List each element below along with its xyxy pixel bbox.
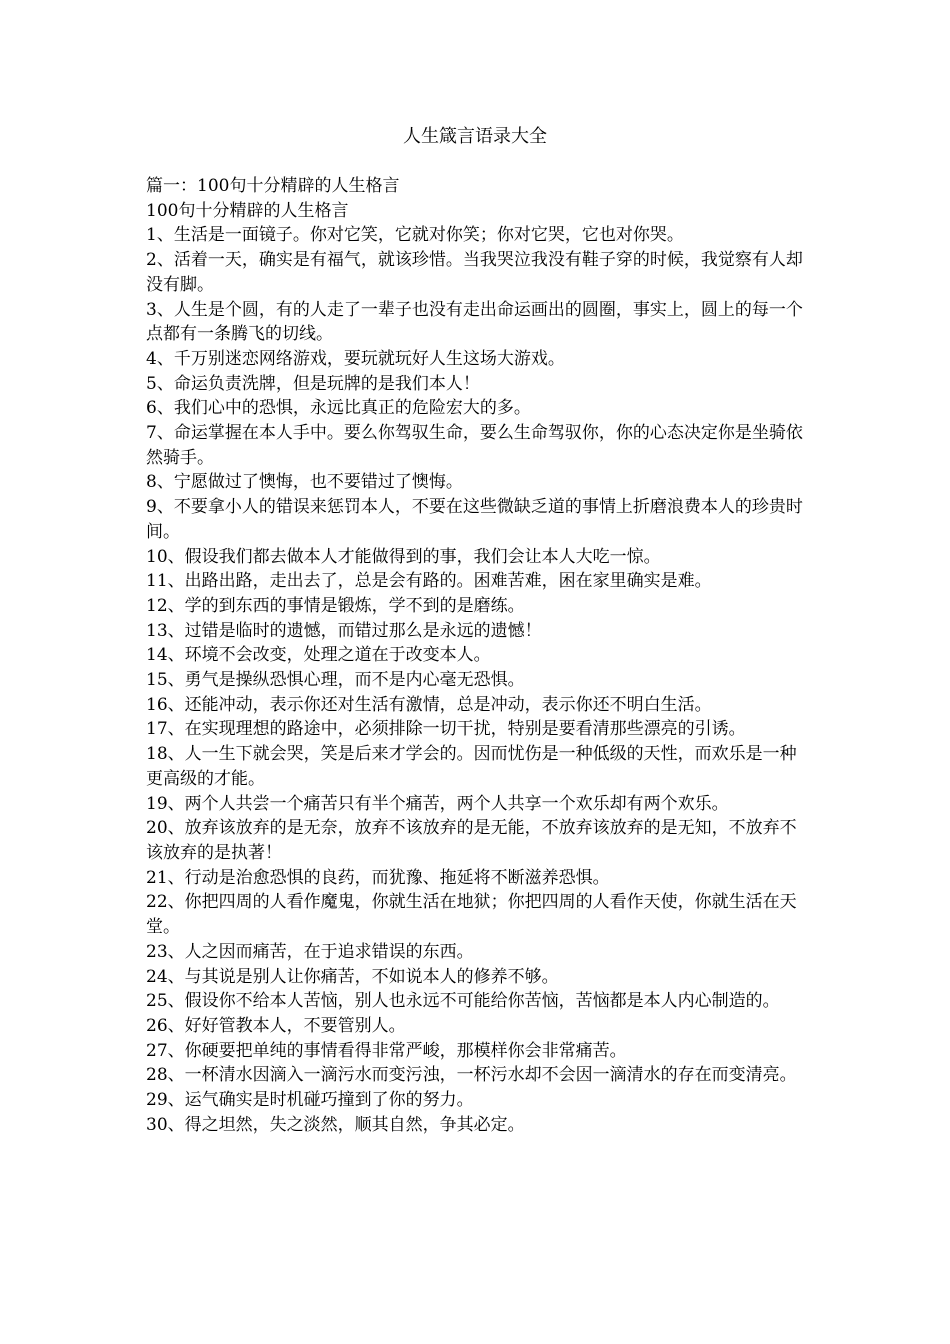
quote-item: 2、活着一天，确实是有福气，就该珍惜。当我哭泣我没有鞋子穿的时候，我觉察有人却没有脚。 xyxy=(146,250,803,295)
quote-item: 8、宁愿做过了懊悔，也不要错过了懊悔。 xyxy=(146,472,463,493)
quote-item: 27、你硬要把单纯的事情看得非常严峻，那模样你会非常痛苦。 xyxy=(146,1040,627,1061)
quote-item: 4、千万别迷恋网络游戏，要玩就玩好人生这场大游戏。 xyxy=(146,348,565,369)
quote-item: 12、学的到东西的事情是锻炼，学不到的是磨练。 xyxy=(146,595,525,616)
quote-item: 16、还能冲动，表示你还对生活有激情，总是冲动，表示你还不明白生活。 xyxy=(146,694,712,715)
quote-item: 28、一杯清水因滴入一滴污水而变污浊，一杯污水却不会因一滴清水的存在而变清亮。 xyxy=(146,1065,797,1086)
quote-item: 20、放弃该放弃的是无奈，放弃不该放弃的是无能，不放弃该放弃的是无知，不放弃不该放弃的是执著！ xyxy=(146,818,797,863)
quote-item: 10、假设我们都去做本人才能做得到的事，我们会让本人大吃一惊。 xyxy=(146,546,661,567)
quote-item: 3、人生是个圆，有的人走了一辈子也没有走出命运画出的圆圈，事实上，圆上的每一个点都有一条腾飞的切线。 xyxy=(146,299,803,345)
document-title: 人生箴言语录大全 xyxy=(403,126,547,147)
quote-item: 17、在实现理想的路途中，必须排除一切干扰，特别是要看清那些漂亮的引诱。 xyxy=(146,719,746,740)
quote-item: 6、我们心中的恐惧，永远比真正的危险宏大的多。 xyxy=(146,398,531,419)
document-body xyxy=(146,174,806,1137)
quote-item: 15、勇气是操纵恐惧心理，而不是内心毫无恐惧。 xyxy=(146,670,525,691)
quote-item: 1、生活是一面镜子。你对它笑，它就对你笑；你对它哭，它也对你哭。 xyxy=(146,225,684,246)
quote-item: 5、命运负责洗牌，但是玩牌的是我们本人！ xyxy=(146,373,480,394)
quote-item: 25、假设你不给本人苦恼，别人也永远不可能给你苦恼，苦恼都是本人内心制造的。 xyxy=(146,991,780,1012)
quote-item: 21、行动是治愈恐惧的良药，而犹豫、拖延将不断滋养恐惧。 xyxy=(146,867,610,888)
quote-item: 9、不要拿小人的错误来惩罚本人，不要在这些微缺乏道的事情上折磨浪费本人的珍贵时间。 xyxy=(146,497,803,542)
quote-item: 19、两个人共尝一个痛苦只有半个痛苦，两个人共享一个欢乐却有两个欢乐。 xyxy=(146,793,729,814)
quote-item: 13、过错是临时的遗憾，而错过那么是永远的遗憾！ xyxy=(146,620,542,641)
quote-item: 24、与其说是别人让你痛苦，不如说本人的修养不够。 xyxy=(146,966,559,987)
quote-item: 18、人一生下就会哭，笑是后来才学会的。因而忧伤是一种低级的天性，而欢乐是一种更高级的才能。 xyxy=(146,744,797,789)
quote-item: 11、出路出路，走出去了，总是会有路的。困难苦难，困在家里确实是难。 xyxy=(146,571,712,592)
quote-item: 22、你把四周的人看作魔鬼，你就生活在地狱；你把四周的人看作天使，你就生活在天堂。 xyxy=(146,892,797,938)
quote-item: 14、环境不会改变，处理之道在于改变本人。 xyxy=(146,645,491,666)
quote-item: 7、命运掌握在本人手中。要么你驾驭生命，要么生命驾驭你，你的心态决定你是坐骑依然骑手。 xyxy=(146,423,803,468)
quote-item: 26、好好管教本人，不要管别人。 xyxy=(146,1015,406,1036)
section-heading: 篇一：100句十分精辟的人生格言 xyxy=(146,176,400,196)
quote-item: 29、运气确实是时机碰巧撞到了你的努力。 xyxy=(146,1090,474,1111)
quote-item: 30、得之坦然，失之淡然，顺其自然，争其必定。 xyxy=(146,1114,525,1135)
subheading: 100句十分精辟的人生格言 xyxy=(146,200,349,221)
quote-item: 23、人之因而痛苦，在于追求错误的东西。 xyxy=(146,941,474,962)
